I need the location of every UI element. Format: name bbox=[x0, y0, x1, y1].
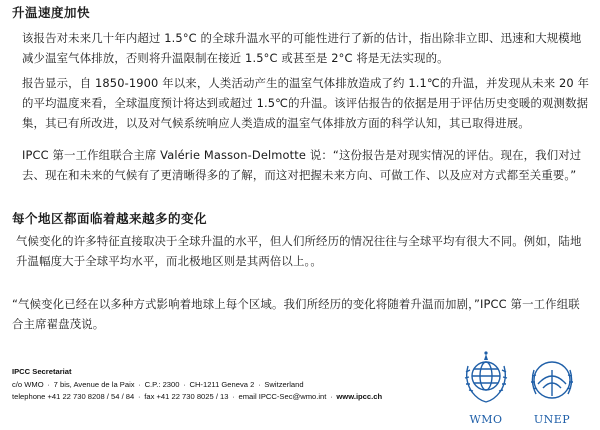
paragraph-quote-zhai: “气候变化已经在以多种方式影响着地球上每个区域。我们所经历的变化将随着升温而加剧，”IPCC 第一工作组联合主席翟盘茂说。 bbox=[12, 297, 580, 331]
footer-address-part: CH-1211 Geneva 2 bbox=[189, 379, 255, 389]
footer-address-part: Switzerland bbox=[264, 379, 304, 389]
paragraph-report-findings: 报告显示，自 1850-1900 年以来，人类活动产生的温室气体排放造成了约 1.1℃的升温，并发现从未来 20 年的平均温度来看，全球温度预计将达到或超过 1.5℃的升温。该评估报告的依据是用于评估历史变暖的观测数据集，其已有所改进，以及对气候系统响应人类造成的温室气体排放方面的科学认知，其已取得进展。 bbox=[22, 76, 590, 130]
paragraph-estimate: 该报告对未来几十年内超过 1.5°C 的全球升温水平的可能性进行了新的估计，指出除非立即、迅速和大规模地减少温室气体排放，否则将升温限制在接近 1.5°C 或甚至是 2°C 将是无法实现的。 bbox=[22, 31, 582, 65]
wmo-logo bbox=[458, 350, 514, 428]
footer-address-part: 7 bis, Avenue de la Paix bbox=[53, 379, 135, 389]
section-heading-regional-changes: 每个地区都面临着越来越多的变化 bbox=[12, 211, 208, 226]
wmo-caption: WMO bbox=[469, 413, 503, 426]
partner-logos bbox=[458, 350, 588, 428]
footer-email-link[interactable]: email IPCC-Sec@wmo.int bbox=[238, 392, 327, 401]
footer-website-link[interactable]: www.ipcc.ch bbox=[336, 392, 383, 401]
footer-contact bbox=[12, 366, 452, 404]
footer-phone: telephone +41 22 730 8208 / 54 / 84 bbox=[12, 392, 135, 401]
footer-address-part: c/o WMO bbox=[12, 379, 44, 389]
section-heading-warming-speed: 升温速度加快 bbox=[12, 5, 91, 20]
unep-emblem-icon bbox=[524, 350, 580, 410]
footer-address: c/o WMO · 7 bis, Avenue de la Paix · C.P.: 2300 · CH-1211 Geneva 2 · Switzerland bbox=[12, 379, 304, 389]
footer-contact-line: telephone +41 22 730 8208 / 54 / 84 · fax +41 22 730 8025 / 13 · email IPCC-Sec@wmo.int · www.ipcc.ch bbox=[12, 392, 383, 401]
unep-caption: UNEP bbox=[533, 413, 571, 426]
wmo-emblem-icon bbox=[458, 350, 514, 410]
paragraph-regional-features: 气候变化的许多特征直接取决于全球升温的水平，但人们所经历的情况往往与全球平均有很大不同。例如，陆地升温幅度大于全球平均水平，而北极地区则是其两倍以上。。 bbox=[16, 234, 582, 268]
footer-org-name: IPCC Secretariat bbox=[12, 367, 72, 376]
footer-fax: fax +41 22 730 8025 / 13 bbox=[144, 392, 229, 401]
paragraph-quote-delmotte: IPCC 第一工作组联合主席 Valérie Masson-Delmotte 说：“这份报告是对现实情况的评估。现在，我们对过去、现在和未来的气候有了更清晰得多的了解，而这对把握未来方向、可做工作、以及应对方式都至关重要。” bbox=[22, 148, 582, 182]
footer-address-part: C.P.: 2300 bbox=[144, 379, 180, 389]
unep-logo bbox=[524, 350, 580, 428]
